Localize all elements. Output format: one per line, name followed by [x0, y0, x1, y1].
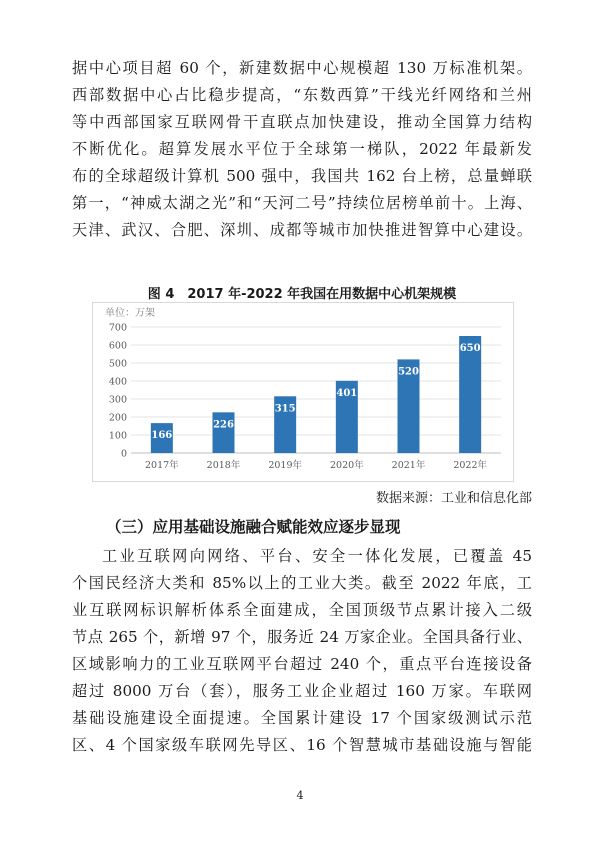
- paragraph-industrial-internet: [72, 543, 532, 759]
- page-number: 4: [296, 789, 304, 802]
- y-tick-label: 200: [108, 412, 127, 424]
- y-tick-label: 600: [108, 340, 127, 352]
- data-label: 226: [213, 419, 234, 431]
- x-tick-label: 2017年: [144, 460, 179, 471]
- chart-canvas: [93, 303, 513, 481]
- figure-title: 图 4 2017 年-2022 年我国在用数据中心机架规模: [147, 287, 457, 302]
- y-tick-label: 100: [108, 430, 127, 442]
- paragraph-data-centers: [72, 55, 532, 244]
- text-line: 天津、武汉、合肥、深圳、成都等城市加快推进智算中心建设。: [72, 221, 532, 239]
- text-line: 西部数据中心占比稳步提高，“东数西算”干线光纤网络和兰州: [72, 86, 532, 104]
- data-label: 166: [151, 430, 173, 442]
- data-source: 数据来源：工业和信息化部: [375, 491, 532, 506]
- text-line: 超过 8000 万台（套），服务工业企业超过 160 万家。车联网: [72, 682, 532, 700]
- text-line: 第一，“神威太湖之光”和“天河二号”持续位居榜单前十。上海、: [72, 194, 532, 212]
- data-label: 650: [459, 343, 481, 354]
- y-tick-label: 0: [120, 448, 127, 460]
- text-line: 基础设施建设全面提速。全国累计建设 17 个国家级测试示范: [72, 709, 532, 727]
- y-tick-label: 300: [108, 394, 127, 406]
- y-tick-label: 500: [108, 358, 127, 370]
- text-line: 布的全球超级计算机 500 强中，我国共 162 台上榜，总量蝉联: [72, 167, 532, 185]
- unit-label: 单位：万架: [105, 308, 155, 319]
- section-heading: （三）应用基础设施融合赋能效应逐步显现: [106, 518, 401, 536]
- bar-chart: [92, 302, 514, 482]
- text-line: 工业互联网向网络、平台、安全一体化发展，已覆盖 45: [102, 547, 532, 565]
- text-line: 业互联网标识解析体系全面建成，全国顶级节点累计接入二级: [72, 601, 532, 619]
- data-label: 401: [336, 387, 358, 399]
- text-line: 据中心项目超 60 个，新建数据中心规模超 130 万标准机架。: [72, 59, 532, 77]
- data-label: 520: [398, 366, 419, 378]
- x-tick-label: 2021年: [391, 460, 426, 471]
- text-line: 等中西部国家互联网骨干直联点加快建设，推动全国算力结构: [72, 113, 532, 131]
- y-tick-label: 700: [108, 322, 127, 334]
- text-line: 个国民经济大类和 85%以上的工业大类。截至 2022 年底，工: [72, 574, 532, 592]
- data-label: 315: [274, 403, 296, 415]
- text-line: 区、4 个国家级车联网先导区、16 个智慧城市基础设施与智能: [72, 736, 532, 754]
- x-tick-label: 2018年: [206, 460, 241, 471]
- text-line: 不断优化。超算发展水平位于全球第一梯队，2022 年最新发: [72, 140, 532, 158]
- x-tick-label: 2020年: [329, 460, 364, 471]
- y-tick-label: 400: [108, 376, 127, 388]
- text-line: 节点 265 个，新增 97 个，服务近 24 万家企业。全国具备行业、: [72, 628, 532, 646]
- x-tick-label: 2019年: [268, 460, 303, 471]
- text-line: 区域影响力的工业互联网平台超过 240 个，重点平台连接设备: [72, 655, 532, 673]
- x-tick-label: 2022年: [453, 460, 488, 471]
